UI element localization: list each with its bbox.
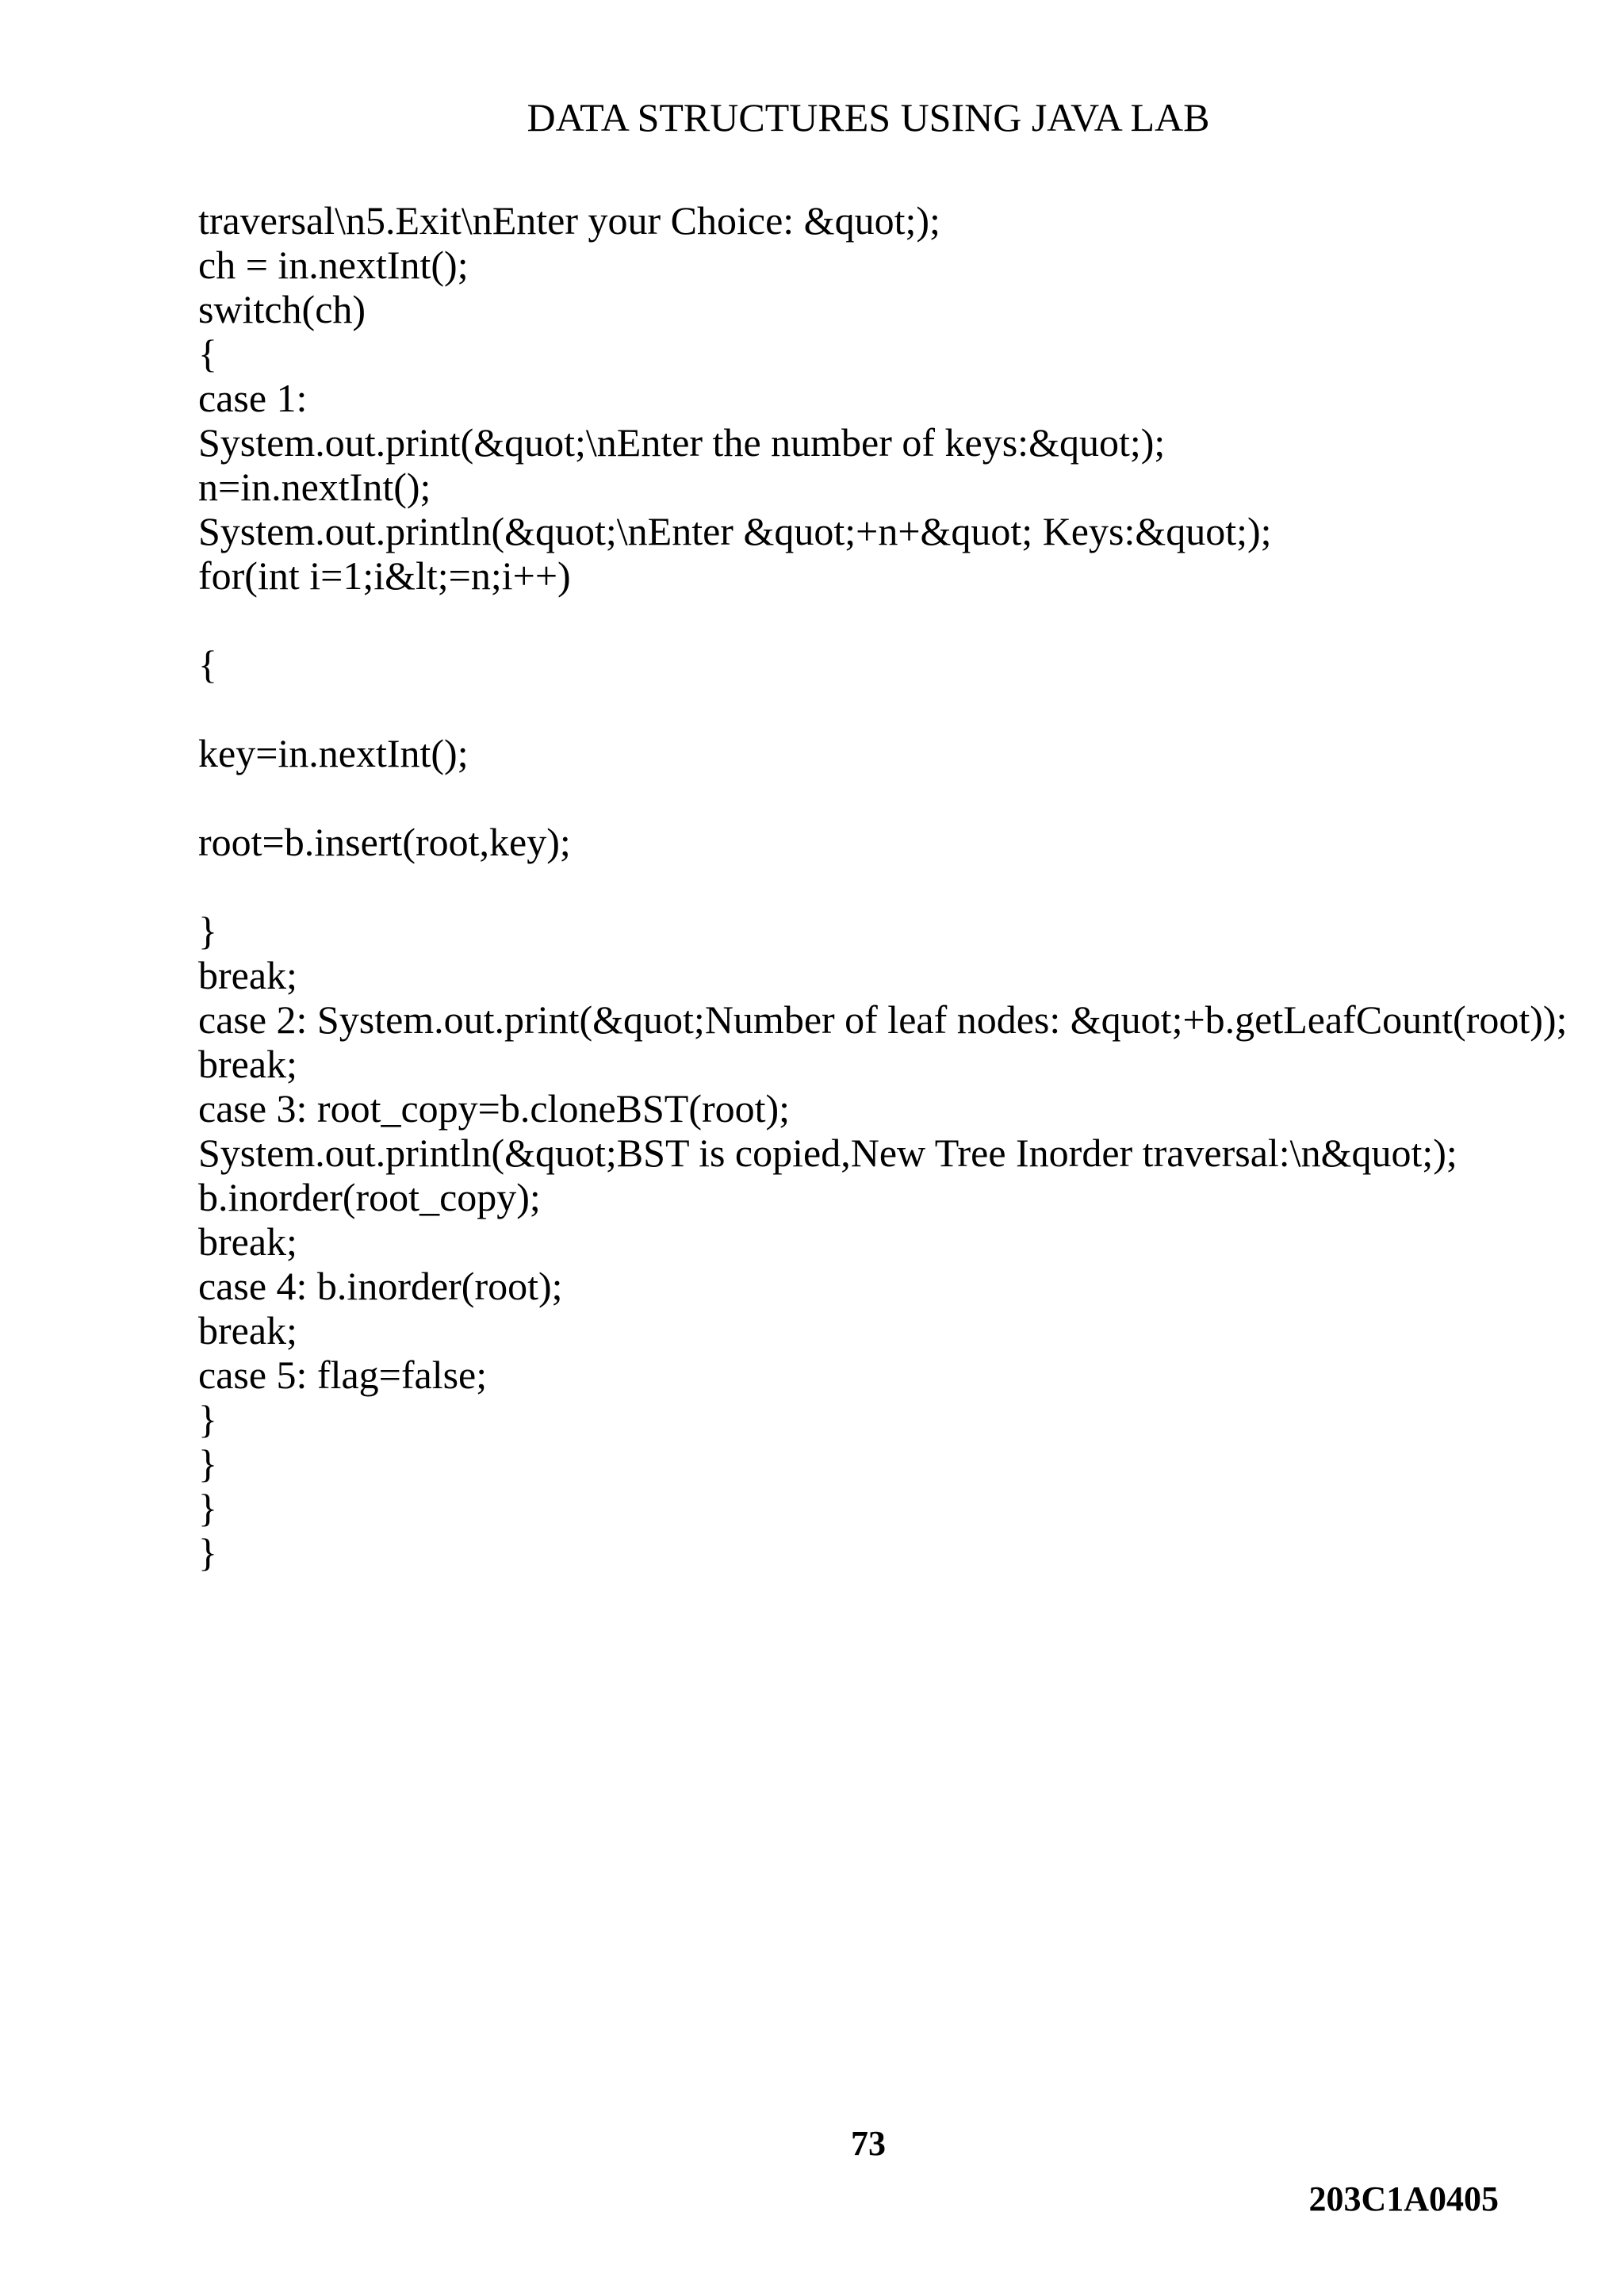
code-line: } bbox=[198, 1486, 217, 1530]
code-line: } bbox=[198, 1397, 217, 1441]
code-line: } bbox=[198, 1530, 217, 1575]
code-line: } bbox=[198, 909, 217, 953]
code-line: break; bbox=[198, 1308, 297, 1353]
code-line: traversal\n5.Exit\nEnter your Choice: &quot;); bbox=[198, 198, 940, 243]
code-line: for(int i=1;i&lt;=n;i++) bbox=[198, 553, 571, 598]
code-line: switch(ch) bbox=[198, 287, 366, 331]
code-line: break; bbox=[198, 1219, 297, 1264]
code-line: key=in.nextInt(); bbox=[198, 731, 469, 775]
roll-number: 203C1A0405 bbox=[1308, 2179, 1499, 2218]
code-line: b.inorder(root_copy); bbox=[198, 1175, 541, 1219]
code-line: break; bbox=[198, 953, 297, 997]
code-line: case 1: bbox=[198, 376, 308, 420]
code-line: root=b.insert(root,key); bbox=[198, 820, 571, 864]
code-line: System.out.print(&quot;\nEnter the number of keys:&quot;); bbox=[198, 420, 1166, 465]
code-line: n=in.nextInt(); bbox=[198, 465, 431, 509]
page-header: DATA STRUCTURES USING JAVA LAB bbox=[527, 95, 1210, 140]
code-line: case 4: b.inorder(root); bbox=[198, 1264, 563, 1308]
code-line: ch = in.nextInt(); bbox=[198, 243, 469, 287]
code-line: System.out.println(&quot;BST is copied,New Tree Inorder traversal:\n&quot;); bbox=[198, 1131, 1457, 1175]
code-line: break; bbox=[198, 1042, 297, 1086]
code-line: case 2: System.out.print(&quot;Number of leaf nodes: &quot;+b.getLeafCount(root)); bbox=[198, 997, 1568, 1042]
code-line: { bbox=[198, 642, 217, 687]
code-line: case 3: root_copy=b.cloneBST(root); bbox=[198, 1086, 791, 1131]
code-line: System.out.println(&quot;\nEnter &quot;+n+&quot; Keys:&quot;); bbox=[198, 509, 1272, 553]
code-line: case 5: flag=false; bbox=[198, 1353, 488, 1397]
code-line: { bbox=[198, 331, 217, 376]
page-number: 73 bbox=[851, 2124, 886, 2163]
code-line: } bbox=[198, 1441, 217, 1486]
